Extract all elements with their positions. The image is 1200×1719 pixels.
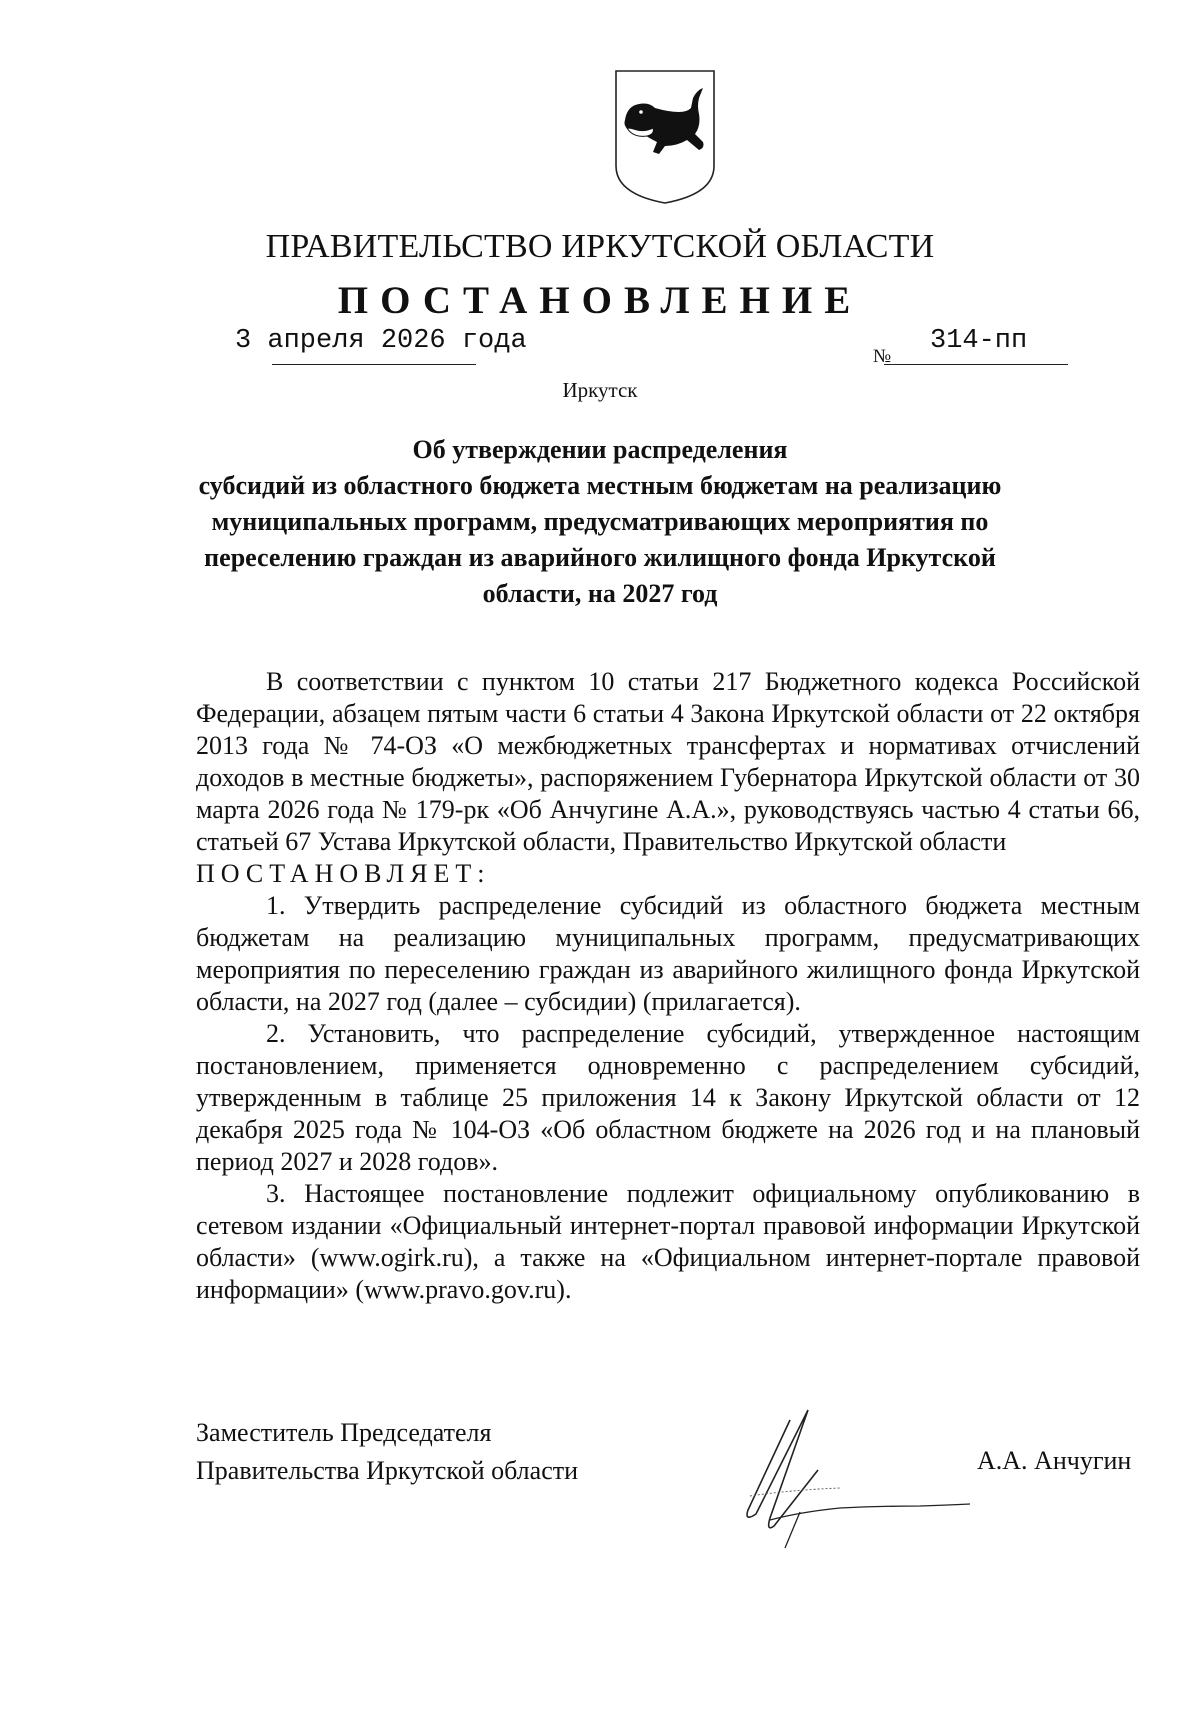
signer-position-line: Заместитель Председателя (196, 1418, 492, 1447)
clause-paragraph: 1. Утвердить распределение субсидий из областного бюджета местным бюджетам на реализацию муниципальных программ, предусматривающих мероприятия по переселению граждан из аварийного жилищного фонда Иркутской области, на 2027 год (далее – субсидии) (прилагается). (196, 891, 1140, 1016)
document-body (196, 666, 1140, 1306)
government-name: ПРАВИТЕЛЬСТВО ИРКУТСКОЙ ОБЛАСТИ (265, 228, 935, 265)
title-line: Об утверждении распределения (412, 435, 788, 464)
coat-of-arms-irkutsk-icon (613, 68, 717, 206)
preamble-paragraph: В соответствии с пунктом 10 статьи 217 Бюджетного кодекса Российской Федерации, абзацем пятым части 6 статьи 4 Закона Иркутской области от 22 октября 2013 года № 74-ОЗ «О межбюджетных трансфертах и нормативах отчислений доходов в местные бюджеты», распоряжением Губернатора Иркутской области от 30 марта 2026 года № 179-рк «Об Анчугине А.А.», руководствуясь частью 4 статьи 66, статьей 67 Устава Иркутской области, Правительство Иркутской области (196, 667, 1140, 856)
document-title (160, 432, 1040, 612)
number-underline (884, 364, 1068, 365)
title-line: переселению граждан из аварийного жилищного фонда Иркутской (204, 543, 996, 572)
date-underline (272, 364, 476, 365)
title-line: субсидий из областного бюджета местным бюджетам на реализацию (198, 471, 1002, 500)
clause-paragraph: 3. Настоящее постановление подлежит официальному опубликованию в сетевом издании «Официальный интернет-портал правовой информации Иркутской области» (www.ogirk.ru), а также на «Официальном интернет-портале правовой информации» (www.pravo.gov.ru). (196, 1179, 1140, 1304)
city: Иркутск (562, 378, 638, 402)
signer-name: А.А. Анчугин (977, 1446, 1132, 1475)
number-sign: № (873, 346, 892, 367)
signer-position-line: Правительства Иркутской области (196, 1456, 579, 1485)
document-number: 314-пп (930, 326, 1028, 356)
title-line: муниципальных программ, предусматривающих мероприятия по (211, 507, 989, 536)
signer-position (196, 1414, 578, 1490)
decrees-heading: ПОСТАНОВЛЯЕТ: (196, 859, 491, 888)
document-date: 3 апреля 2026 года (235, 326, 527, 356)
document-type: ПОСТАНОВЛЕНИЕ (337, 279, 863, 322)
title-line: области, на 2027 год (482, 579, 718, 608)
clause-paragraph: 2. Установить, что распределение субсидий, утвержденное настоящим постановлением, применяется одновременно с распределением субсидий, утвержденным в таблице 25 приложения 14 к Закону Иркутской области от 12 декабря 2025 года № 104-ОЗ «Об областном бюджете на 2026 год и на плановый период 2027 и 2028 годов». (196, 1019, 1140, 1176)
